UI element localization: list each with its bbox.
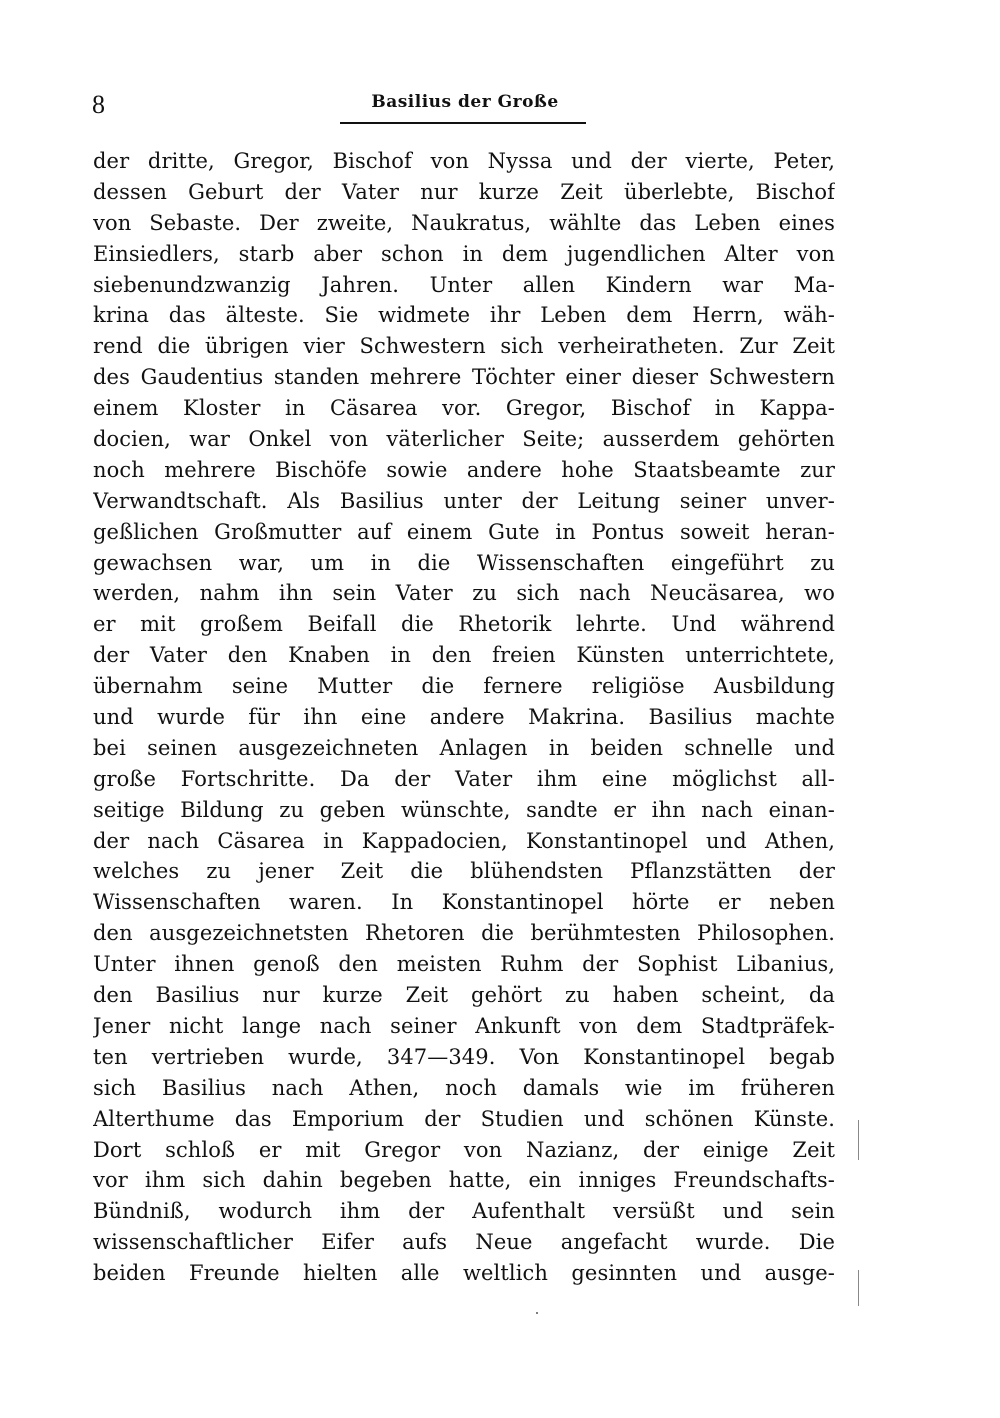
text-line: rend die übrigen vier Schwestern sich verheiratheten. Zur Zeit — [93, 334, 835, 359]
text-line: sich Basilius nach Athen, noch damals wie im früheren — [93, 1075, 835, 1100]
text-line: von Sebaste. Der zweite, Naukratus, wählte das Leben eines — [93, 210, 835, 235]
header-rule — [340, 122, 586, 124]
text-line: geßlichen Großmutter auf einem Gute in Pontus soweit heran- — [93, 519, 835, 544]
text-line: ten vertrieben wurde, 347—349. Von Konstantinopel begab — [93, 1044, 835, 1069]
margin-mark — [858, 1120, 859, 1160]
text-line: des Gaudentius standen mehrere Töchter einer dieser Schwestern — [93, 365, 835, 390]
text-line: der dritte, Gregor, Bischof von Nyssa und der vierte, Peter, — [93, 149, 835, 173]
text-line: der Vater den Knaben in den freien Künsten unterrichtete, — [93, 643, 835, 668]
text-line: krina das älteste. Sie widmete ihr Leben dem Herrn, wäh- — [93, 303, 835, 328]
running-title: Basilius der Große — [371, 92, 559, 112]
text-line: vor ihm sich dahin begeben hatte, ein inniges Freundschafts- — [93, 1168, 835, 1193]
text-line: den ausgezeichnetsten Rhetoren die berühmtesten Philosophen. — [93, 921, 835, 946]
text-line: Alterthume das Emporium der Studien und schönen Künste. — [93, 1106, 835, 1131]
text-line: noch mehrere Bischöfe sowie andere hohe Staatsbeamte zur — [93, 457, 835, 482]
text-line: der nach Cäsarea in Kappadocien, Konstantinopel und Athen, — [93, 828, 835, 853]
text-line: Verwandtschaft. Als Basilius unter der Leitung seiner unver- — [93, 488, 835, 513]
text-line: beiden Freunde hielten alle weltlich gesinnten und ausge- — [93, 1261, 835, 1286]
text-line: und wurde für ihn eine andere Makrina. Basilius machte — [93, 705, 835, 730]
text-line: Unter ihnen genoß den meisten Ruhm der Sophist Libanius, — [93, 952, 835, 977]
text-line: Bündniß, wodurch ihm der Aufenthalt versüßt und sein — [93, 1199, 835, 1224]
text-line: wissenschaftlicher Eifer aufs Neue angefacht wurde. Die — [93, 1230, 835, 1255]
body-text — [93, 146, 835, 1289]
text-line: docien, war Onkel von väterlicher Seite; ausserdem gehörten — [93, 427, 835, 452]
text-line: gewachsen war, um in die Wissenschaften eingeführt zu — [93, 550, 835, 575]
text-line: dessen Geburt der Vater nur kurze Zeit überlebte, Bischof — [93, 179, 835, 204]
text-line: große Fortschritte. Da der Vater ihm eine möglichst all- — [93, 766, 835, 791]
text-line: den Basilius nur kurze Zeit gehört zu haben scheint, da — [93, 983, 835, 1008]
margin-mark — [858, 1270, 859, 1306]
text-line: Dort schloß er mit Gregor von Nazianz, der einige Zeit — [93, 1137, 835, 1162]
text-line: übernahm seine Mutter die fernere religiöse Ausbildung — [93, 674, 835, 699]
text-line: Wissenschaften waren. In Konstantinopel hörte er neben — [93, 890, 835, 915]
scan-speck — [536, 1312, 538, 1314]
text-line: werden, nahm ihn sein Vater zu sich nach Neucäsarea, wo — [93, 581, 835, 606]
text-line: seitige Bildung zu geben wünschte, sandte er ihn nach einan- — [93, 797, 835, 822]
text-line: einem Kloster in Cäsarea vor. Gregor, Bischof in Kappa- — [93, 396, 835, 421]
text-line: Jener nicht lange nach seiner Ankunft von dem Stadtpräfek- — [93, 1013, 835, 1038]
text-line: bei seinen ausgezeichneten Anlagen in beiden schnelle und — [93, 735, 835, 760]
text-line: Einsiedlers, starb aber schon in dem jugendlichen Alter von — [93, 241, 835, 266]
text-line: siebenundzwanzig Jahren. Unter allen Kindern war Ma- — [93, 272, 835, 297]
text-line: welches zu jener Zeit die blühendsten Pflanzstätten der — [93, 859, 835, 884]
page-number: 8 — [92, 90, 105, 119]
text-line: er mit großem Beifall die Rhetorik lehrte. Und während — [93, 612, 835, 637]
